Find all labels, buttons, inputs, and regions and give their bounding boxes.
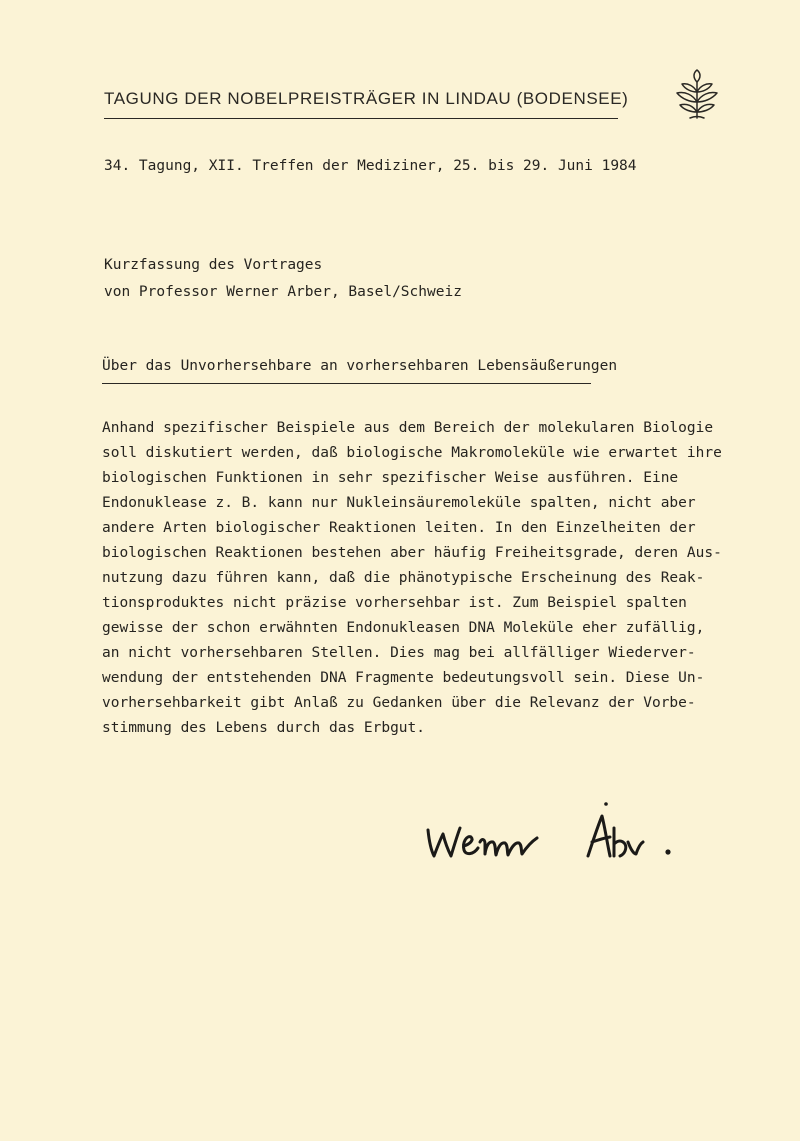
body-line: stimmung des Lebens durch das Erbgut.	[102, 720, 426, 736]
body-line: wendung der entstehenden DNA Fragmente bedeutungsvoll sein. Diese Un-	[102, 670, 705, 686]
plant-sprout-icon	[672, 68, 722, 122]
body-line: andere Arten biologischer Reaktionen leiten. In den Einzelheiten der	[102, 520, 696, 536]
body-line: soll diskutiert werden, daß biologische Makromoleküle wie erwartet ihre	[102, 445, 722, 461]
handwritten-signature	[422, 798, 692, 878]
body-line: an nicht vorhersehbaren Stellen. Dies mag bei allfälliger Wiederver-	[102, 645, 696, 661]
body-line: biologischen Reaktionen bestehen aber häufig Freiheitsgrade, deren Aus-	[102, 545, 722, 561]
talk-title: Über das Unvorhersehbare an vorhersehbaren Lebensäußerungen	[102, 358, 618, 374]
speaker-line: von Professor Werner Arber, Basel/Schweiz	[104, 284, 462, 300]
letterhead-title: TAGUNG DER NOBELPREISTRÄGER IN LINDAU (BODENSEE)	[104, 89, 629, 108]
body-line: gewisse der schon erwähnten Endonukleasen DNA Moleküle eher zufällig,	[102, 620, 705, 636]
abstract-label: Kurzfassung des Vortrages	[104, 257, 323, 273]
meeting-info: 34. Tagung, XII. Treffen der Mediziner, 25. bis 29. Juni 1984	[104, 158, 637, 174]
abstract-body	[102, 416, 722, 741]
title-underline	[102, 383, 591, 384]
body-line: biologischen Funktionen in sehr spezifischer Weise ausführen. Eine	[102, 470, 679, 486]
body-line: Endonuklease z. B. kann nur Nukleinsäuremoleküle spalten, nicht aber	[102, 495, 696, 511]
body-line: Anhand spezifischer Beispiele aus dem Bereich der molekularen Biologie	[102, 420, 714, 436]
body-line: nutzung dazu führen kann, daß die phänotypische Erscheinung des Reak-	[102, 570, 705, 586]
body-line: tionsproduktes nicht präzise vorhersehbar ist. Zum Beispiel spalten	[102, 595, 687, 611]
letterhead-rule	[104, 118, 618, 119]
body-line: vorhersehbarkeit gibt Anlaß zu Gedanken über die Relevanz der Vorbe-	[102, 695, 696, 711]
